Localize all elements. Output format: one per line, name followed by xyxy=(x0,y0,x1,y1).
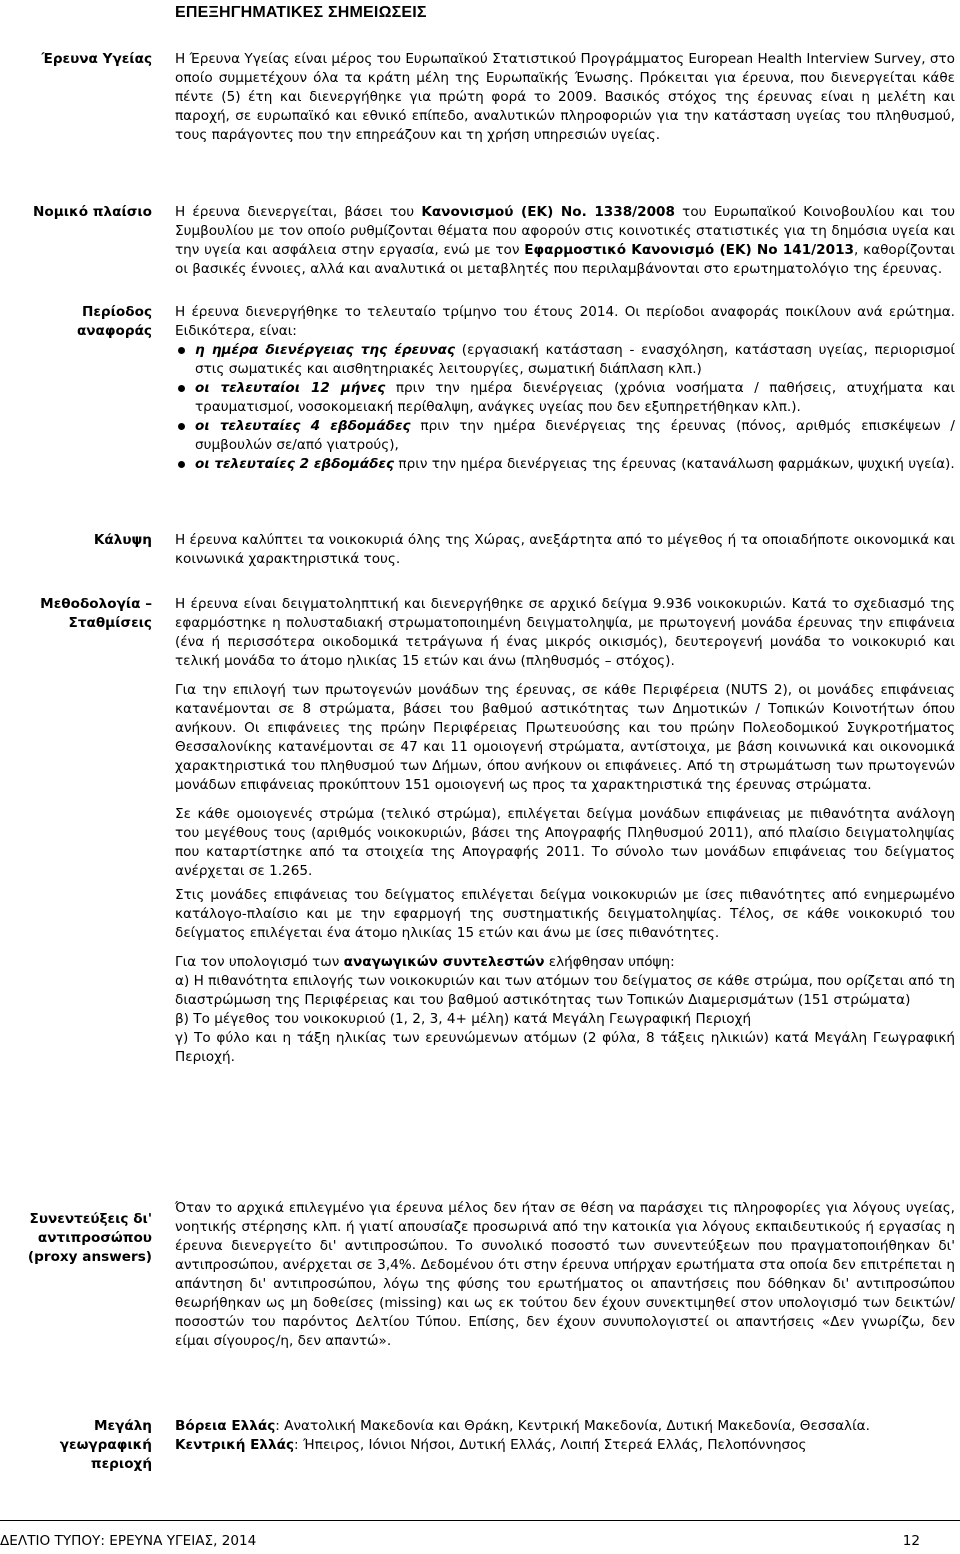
section-legal xyxy=(175,203,955,279)
section-region xyxy=(175,1417,955,1455)
method-p4: Στις μονάδες επιφάνειας του δείγματος επιλέγεται δείγμα νοικοκυριών με ίσες πιθανότητες από ενημερωμένο κατάλογο-πλαίσιο και με την εφαρμογή της συστηματικής δειγματοληψίας. Τέλος, σε κάθε νοικοκυριό του δείγματος επιλέγεται ένα άτομο ηλικίας 15 ετών και άνω με ίσες πιθανότητες. xyxy=(175,887,955,941)
page-number: 12 xyxy=(902,1533,920,1549)
region-north: Βόρεια Ελλάς: Ανατολική Μακεδονία και Θράκη, Κεντρική Μακεδονία, Δυτική Μακεδονία, Θεσσαλία. xyxy=(175,1418,870,1434)
method-p5-b: β) Το μέγεθος του νοικοκυριού (1, 2, 3, 4+ μέλη) κατά Μεγάλη Γεωγραφική Περιοχή xyxy=(175,1011,752,1027)
method-p5-a: α) Η πιθανότητα επιλογής των νοικοκυριών και των ατόμων του δείγματος σε κάθε στρώμα, που ορίζεται από τη διαστρώμωση της Περιφέρειας και του βαθμού αστικότητας των Τοπικών Διαμερισμάτων (151 στρώματα) xyxy=(175,973,955,1008)
method-p2: Για την επιλογή των πρωτογενών μονάδων της έρευνας, σε κάθε Περιφέρεια (NUTS 2), οι μονάδες επιφάνειας κατανέμονται σε 8 στρώματα, βάσει του βαθμού αστικότητας των Δημοτικών / Τοπικών Κοινοτήτων όπου ανήκουν. Οι επιφάνειες της πρώην Περιφέρειας Πρωτευούσης και του πρώην Πολεοδομικού Συγκροτήματος Θεσσαλονίκης κατανέμονται σε 47 και 11 ομοιογενή στρώματα, αντίστοιχα, με βάση κοινωνικά και οικονομικά χαρακτηριστικά του πληθυσμού των Δήμων, όπου ανήκουν οι επιφάνειες. Από τη στρωμάτωση των πρωτογενών μονάδων επιφάνειας προκύπτουν 151 ομοιογενή ως προς τα χαρακτηριστικά της έρευνας στρώματα. xyxy=(175,682,955,793)
list-item: οι τελευταίες 2 εβδομάδες πριν την ημέρα διενέργειας της έρευνας (κατανάλωση φαρμάκων, ψυχική υγεία). xyxy=(175,455,955,474)
label-proxy: Συνεντεύξεις δι' αντιπροσώπου (proxy answers) xyxy=(27,1211,152,1265)
label-method: Μεθοδολογία – Σταθμίσεις xyxy=(40,596,152,631)
period-intro: Η έρευνα διενεργήθηκε το τελευταίο τρίμηνο του έτους 2014. Οι περίοδοι αναφοράς ποικίλουν ανά ερώτημα. Ειδικότερα, είναι: xyxy=(175,304,955,339)
coverage-text: Η έρευνα καλύπτει τα νοικοκυριά όλης της Χώρας, ανεξάρτητα από το μέγεθος ή τα οποιαδήποτε οικονομικά και κοινωνικά χαρακτηριστικά τους. xyxy=(175,532,955,567)
regulation-1338: Κανονισμού (ΕΚ) Νο. 1338/2008 xyxy=(421,204,675,220)
label-period: Περίοδος αναφοράς xyxy=(76,304,152,339)
method-p5: Για τον υπολογισμό των αναγωγικών συντελεστών ελήφθησαν υπόψη: xyxy=(175,954,675,970)
section-coverage xyxy=(175,531,955,569)
regulation-141: Εφαρμοστικό Κανονισμό (ΕΚ) Νο 141/2013 xyxy=(524,242,854,258)
bullet-icon xyxy=(178,423,185,430)
label-survey: Έρευνα Υγείας xyxy=(41,51,152,67)
period-list xyxy=(175,341,955,474)
page-footer xyxy=(0,1520,960,1549)
footer-title: ΔΕΛΤΙΟ ΤΥΠΟΥ: ΕΡΕΥΝΑ ΥΓΕΙΑΣ, 2014 xyxy=(0,1533,257,1549)
section-period xyxy=(175,303,955,474)
label-coverage: Κάλυψη xyxy=(93,532,152,548)
method-p5-c: γ) Το φύλο και η τάξη ηλικίας των ερευνώμενων ατόμων (2 φύλα, 8 τάξεις ηλικιών) κατά Μεγάλη Γεωγραφική Περιοχή. xyxy=(175,1030,955,1065)
page-title: ΕΠΕΞΗΓΗΜΑΤΙΚΕΣ ΣΗΜΕΙΩΣΕΙΣ xyxy=(175,4,427,21)
survey-text: Η Έρευνα Υγείας είναι μέρος του Ευρωπαϊκού Στατιστικού Προγράμματος European Health Interview Survey, στο οποίο συμμετέχουν όλα τα κράτη μέλη της Ευρωπαϊκής Ένωσης. Πρόκειται για έρευνα, που διενεργείται κάθε πέντε (5) έτη και διενεργήθηκε για πρώτη φορά το 2009. Βασικός στόχος της έρευνας είναι η μελέτη και παροχή, σε ευρωπαϊκό και εθνικό επίπεδο, αναλυτικών πληροφοριών για την κατάσταση υγείας του πληθυσμού, τους παράγοντες που την επηρεάζουν και τη χρήση υπηρεσιών υγείας. xyxy=(175,51,955,143)
section-method xyxy=(175,595,955,1067)
bullet-icon xyxy=(178,461,185,468)
label-region: Μεγάλη γεωγραφική περιοχή xyxy=(59,1418,152,1472)
legal-text: Η έρευνα διενεργείται, βάσει του Κανονισμού (ΕΚ) Νο. 1338/2008 του Ευρωπαϊκού Κοινοβουλίου και του Συμβουλίου με τον οποίο ρυθμίζονται θέματα που αφορούν στις κοινοτικές στατιστικές για τη δημόσια υγεία και την υγεία και ασφάλεια στην εργασία, ενώ με τον Εφαρμοστικό Κανονισμό (ΕΚ) Νο 141/2013, καθορίζονται οι βασικές έννοιες, αλλά και αναλυτικά οι μεταβλητές που περιλαμβάνονται στο ερωτηματολόγιο της έρευνας. xyxy=(175,204,956,277)
list-item: η ημέρα διενέργειας της έρευνας (εργασιακή κατάσταση - ενασχόληση, κατάσταση υγείας, περιορισμοί στις σωματικές και αισθητηριακές λειτουργίες, σωματική διάπλαση κλπ.) xyxy=(175,341,955,379)
list-item: οι τελευταίοι 12 μήνες πριν την ημέρα διενέργειας (χρόνια νοσήματα / παθήσεις, ατυχήματα και τραυματισμοί, νοσοκομειακή περίθαλψη, ανάγκες υγείας που δεν εξυπηρετήθηκαν κλπ.). xyxy=(175,379,955,417)
bullet-icon xyxy=(178,347,185,354)
method-p3: Σε κάθε ομοιογενές στρώμα (τελικό στρώμα), επιλέγεται δείγμα μονάδων επιφάνειας με πιθανότητα ανάλογη του μεγέθους τους (αριθμός νοικοκυριών, βάσει της Απογραφής Πληθυσμού 2011), από πλαίσιο δειγματοληψίας που καταρτίστηκε από τα στοιχεία της Απογραφής 2011. Το σύνολο των μονάδων επιφάνειας του δείγματος ανέρχεται σε 1.265. xyxy=(175,806,955,879)
section-survey xyxy=(175,50,955,145)
region-central: Κεντρική Ελλάς: Ήπειρος, Ιόνιοι Νήσοι, Δυτική Ελλάς, Λοιπή Στερεά Ελλάς, Πελοπόννησος xyxy=(175,1437,807,1453)
method-p1: Η έρευνα είναι δειγματοληπτική και διενεργήθηκε σε αρχικό δείγμα 9.936 νοικοκυριών. Κατά το σχεδιασμό της εφαρμόστηκε η πολυσταδιακή στρωματοποιημένη δειγματοληψία, με πρωτογενή μονάδα έρευνας την επιφάνεια (ένα ή περισσότερα οικοδομικά τετράγωνα ή ένας μικρός οικισμός), δευτερογενή μονάδα το νοικοκυριό και τελική μονάδα το άτομο ηλικίας 15 ετών και άνω (πληθυσμός – στόχος). xyxy=(175,596,955,669)
bullet-icon xyxy=(178,385,185,392)
proxy-text: Όταν το αρχικά επιλεγμένο για έρευνα μέλος δεν ήταν σε θέση να παράσχει τις πληροφορίες για λόγους υγείας, νοητικής στέρησης κλπ. ή γιατί απουσίαζε προσωρινά από την κατοικία για λόγους εκπαιδευτικούς ή εργασίας η έρευνα διενεργείτο δι' αντιπροσώπου. Το συνολικό ποσοστό των συνεντεύξεων που πραγματοποιήθηκαν δι' αντιπροσώπου, ανέρχεται σε 3,4%. Δεδομένου ότι στην έρευνα υπήρχαν ερωτήματα στα οποία δεν επιτρέπεται η απάντηση δι' αντιπροσώπου, λόγω της φύσης του ερωτήματος οι απαντήσεις που δόθηκαν δι' αντιπροσώπου θεωρήθηκαν ως μη δοθείσες (missing) και ως εκ τούτου δεν έχουν συνεκτιμηθεί στον υπολογισμό των δεικτών/ποσοστών του παρόντος Δελτίου Τύπου. Επίσης, δεν έχουν συνυπολογιστεί οι απαντήσεις «Δεν γνωρίζω, δεν είμαι σίγουρος/η, δεν απαντώ». xyxy=(175,1200,955,1349)
list-item: οι τελευταίες 4 εβδομάδες πριν την ημέρα διενέργειας της έρευνας (πόνος, αριθμός επισκέψεων / συμβουλών σε/από γιατρούς), xyxy=(175,417,955,455)
section-proxy xyxy=(175,1199,955,1351)
label-legal: Νομικό πλαίσιο xyxy=(33,204,152,220)
